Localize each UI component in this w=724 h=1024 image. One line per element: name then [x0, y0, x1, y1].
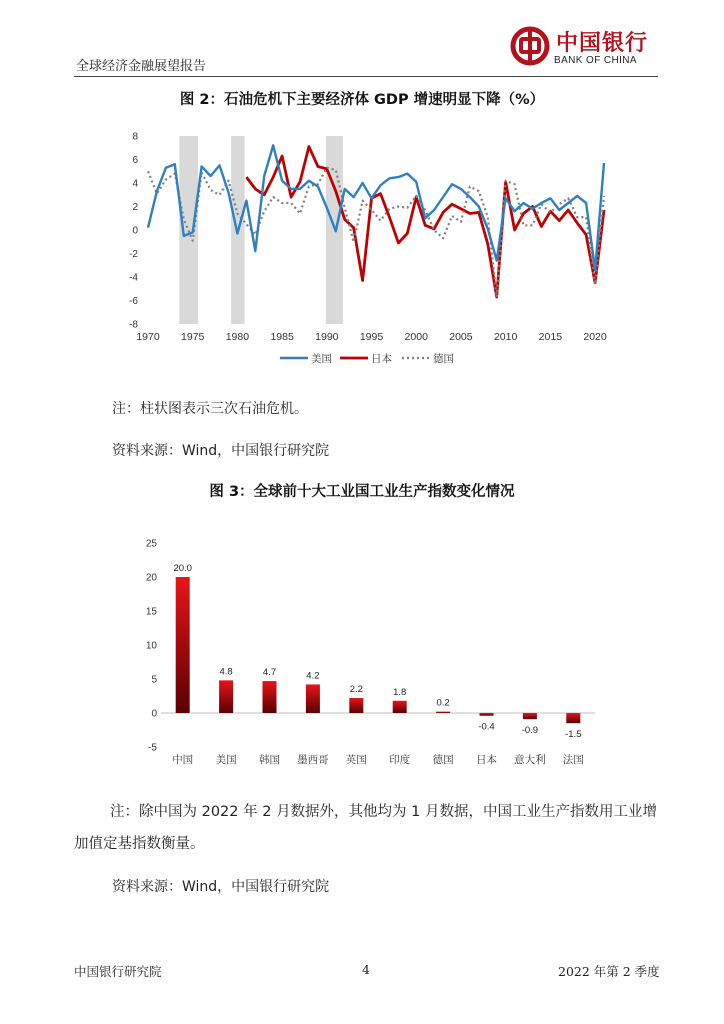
x-category-label: 德国 — [432, 754, 454, 766]
x-tick-label: 2015 — [538, 331, 563, 343]
y-tick-label: 15 — [145, 606, 157, 618]
figure2-line-chart — [112, 124, 642, 374]
y-tick-label: -4 — [129, 272, 138, 284]
figure2-note: 注：柱状图表示三次石油危机。 — [112, 401, 308, 417]
x-category-label: 法国 — [562, 754, 584, 766]
y-tick-label: 8 — [132, 131, 138, 143]
y-tick-label: 2 — [132, 202, 138, 213]
data-label: -1.5 — [565, 729, 582, 741]
bar-德国 — [436, 712, 450, 713]
y-tick-label: 5 — [151, 674, 157, 686]
x-category-label: 韩国 — [259, 754, 280, 766]
data-label: 20.0 — [173, 563, 192, 574]
x-category-label: 墨西哥 — [297, 754, 329, 766]
bar-墨西哥 — [306, 684, 320, 713]
figure3-source: 资料来源：Wind，中国银行研究院 — [112, 879, 330, 895]
y-tick-label: -5 — [148, 742, 157, 754]
data-label: 4.8 — [219, 666, 233, 678]
logo-english-name: BANK OF CHINA — [554, 55, 637, 66]
x-category-label: 意大利 — [514, 754, 546, 766]
y-tick-label: -2 — [129, 249, 138, 260]
data-label: 0.2 — [436, 697, 450, 709]
data-label: 4.7 — [262, 667, 277, 679]
y-tick-label: 10 — [145, 640, 157, 652]
x-category-label: 印度 — [389, 754, 411, 766]
logo-chinese-name: 中国银行 — [556, 31, 649, 56]
bar-意大利 — [523, 713, 537, 719]
series-line-japan — [246, 147, 604, 297]
bank-of-china-logo — [508, 24, 658, 74]
page-number: 4 — [362, 962, 370, 977]
x-tick-label: 1985 — [270, 331, 294, 343]
figure3-title: 图 3：全球前十大工业国工业生产指数变化情况 — [209, 484, 515, 500]
x-tick-label: 2010 — [493, 331, 518, 343]
bar-印度 — [393, 701, 407, 713]
report-title: 全球经济金融展望报告 — [76, 59, 207, 74]
x-tick-label: 1990 — [315, 331, 339, 343]
legend-label: 日本 — [371, 353, 392, 365]
figure2-title: 图 2：石油危机下主要经济体 GDP 增速明显下降（%） — [179, 92, 545, 108]
figure2-source: 资料来源：Wind，中国银行研究院 — [112, 443, 330, 459]
bar-美国 — [219, 680, 233, 713]
series-line-germany — [148, 168, 604, 297]
bar-中国 — [176, 577, 190, 713]
footer-quarter: 2022 年第 2 季度 — [558, 964, 660, 979]
boc-emblem-icon — [510, 26, 550, 66]
y-tick-label: -8 — [129, 319, 138, 331]
legend-label: 德国 — [433, 353, 454, 365]
series-line-us — [148, 145, 604, 270]
bar-英国 — [349, 698, 363, 713]
x-tick-label: 2000 — [404, 331, 428, 343]
y-tick-label: 25 — [145, 538, 157, 550]
data-label: 1.8 — [393, 686, 407, 698]
y-tick-label: 0 — [132, 225, 138, 237]
x-category-label: 美国 — [215, 754, 237, 766]
x-tick-label: 2005 — [449, 331, 473, 343]
data-label: 2.2 — [349, 684, 363, 696]
x-category-label: 日本 — [476, 754, 497, 766]
x-tick-label: 1980 — [225, 331, 250, 343]
legend-label: 美国 — [311, 353, 332, 365]
y-tick-label: 4 — [132, 178, 138, 190]
x-tick-label: 2020 — [583, 331, 607, 343]
y-tick-label: 6 — [132, 155, 138, 166]
x-tick-label: 1995 — [359, 331, 384, 343]
y-tick-label: -6 — [129, 296, 138, 307]
y-tick-label: 20 — [145, 572, 157, 584]
bar-韩国 — [263, 681, 277, 713]
x-category-label: 英国 — [345, 754, 367, 766]
figure3-note: 注：除中国为 2022 年 2 月数据外，其他均为 1 月数据，中国工业生产指数用工业增加值定基指数衡量。 — [74, 804, 658, 852]
data-label: -0.9 — [521, 725, 539, 737]
page-header — [74, 18, 658, 77]
x-tick-label: 1970 — [136, 331, 160, 343]
data-label: 4.2 — [306, 670, 320, 682]
figure3-bar-chart — [125, 535, 605, 775]
bar-日本 — [480, 713, 494, 716]
footer-org: 中国银行研究院 — [74, 964, 162, 979]
data-label: -0.4 — [478, 721, 495, 733]
x-tick-label: 1975 — [181, 331, 205, 343]
y-tick-label: 0 — [151, 708, 157, 720]
bar-法国 — [566, 713, 580, 723]
x-category-label: 中国 — [172, 754, 194, 766]
